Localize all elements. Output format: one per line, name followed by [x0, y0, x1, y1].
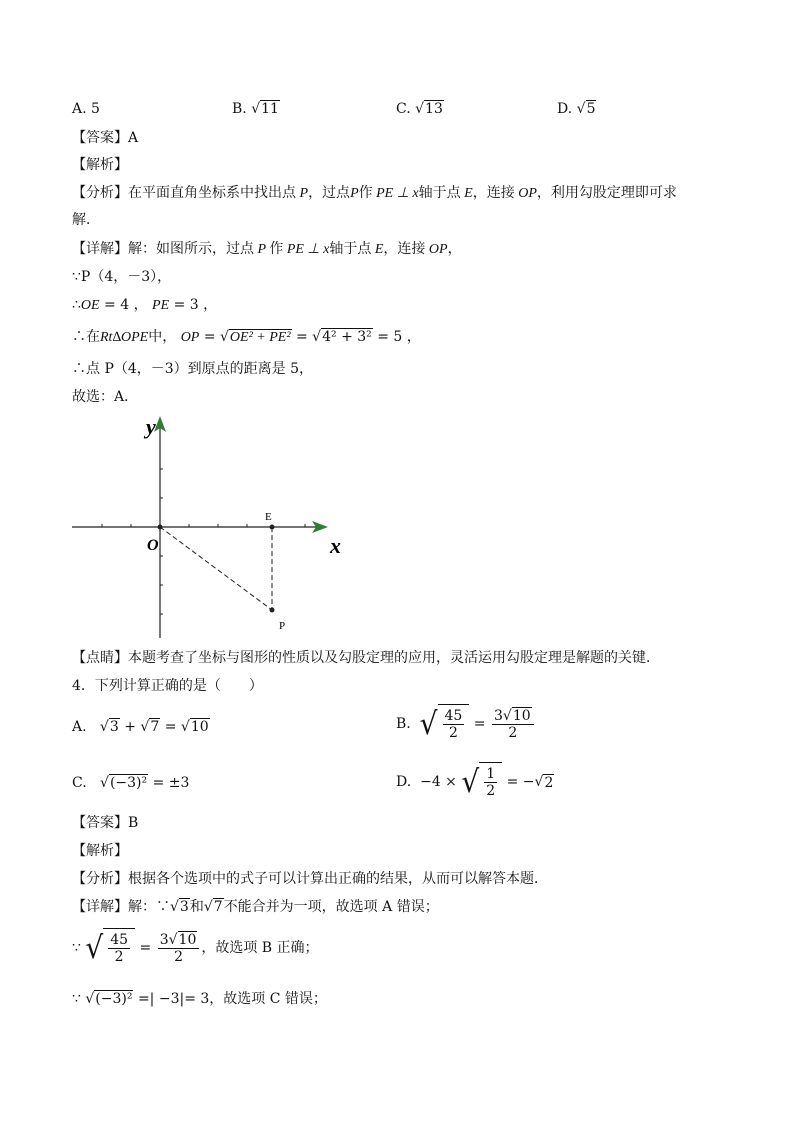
- q3-jiexi: 【解析】: [72, 157, 128, 173]
- q4-answer: 【答案】B: [72, 815, 139, 831]
- x-axis-label: x: [330, 533, 341, 558]
- q3-line-dist: ∴点 P（4，－3）到原点的距离是 5，: [72, 361, 314, 377]
- q3-xiangjie: 【详解】解：如图所示，过点 P 作 PE ⊥ x轴于点 E，连接 OP，: [72, 241, 462, 257]
- q4-option-a: A. √3 + √7 = √10: [72, 719, 209, 735]
- q4-option-b: B. √ $\frac{45}{2}$ = $\frac{3√10}{2}$: [396, 704, 536, 744]
- q4-fenxi: 【分析】根据各个选项中的式子可以计算出正确的结果，从而可以解答本题．: [72, 871, 548, 887]
- y-axis-label: y: [146, 414, 156, 439]
- q3-option-a: A. 5: [72, 101, 100, 117]
- q3-answer: 【答案】A: [72, 130, 139, 146]
- q4-jiexi: 【解析】: [72, 843, 128, 859]
- point-e: [270, 525, 275, 530]
- point-e-label: E: [265, 511, 272, 523]
- segment-op: [160, 527, 272, 610]
- q3-fenxi-cont: 解．: [72, 212, 100, 228]
- q3-line-oe-pe: ∴OE = 4 ， PE = 3 ，: [72, 297, 218, 313]
- q3-line-rt: ∴在Rt∆OPE中， OP = √OE² + PE² = √4² + 3² = 5 ，: [72, 329, 421, 345]
- q3-option-c: C. √13: [396, 101, 443, 117]
- point-p: [270, 608, 275, 613]
- q4-line-b: ∵ √ $\frac{45}{2}$ = $\frac{3√10}{2}$ ，故选项 B 正确；: [72, 928, 319, 968]
- q4-option-c: C. √(−3)² = ±3: [72, 775, 190, 791]
- origin-label: O: [147, 537, 159, 554]
- q3-option-b: B. √11: [232, 101, 279, 117]
- q4-line-c: ∵ √(−3)² =| −3|= 3，故选项 C 错误；: [72, 991, 327, 1007]
- q4-stem: 4．下列计算正确的是（ ）: [72, 678, 263, 694]
- point-p-label: P: [279, 620, 286, 632]
- q4-option-d: D. −4 × √ $\frac{1}{2}$ = −√2: [396, 762, 554, 802]
- coordinate-figure: [60, 410, 360, 640]
- q3-line-p: ∵P（4，－3），: [72, 269, 172, 285]
- point-o: [158, 525, 163, 530]
- q3-dianjing: 【点睛】本题考查了坐标与图形的性质以及勾股定理的应用，灵活运用勾股定理是解题的关键．: [72, 650, 660, 666]
- q4-xiangjie: 【详解】解：∵√3和√7不能合并为一项，故选项 A 错误；: [72, 899, 439, 915]
- q3-line-choose: 故选：A．: [72, 389, 139, 405]
- q3-fenxi: 【分析】在平面直角坐标系中找出点 P，过点P作 PE ⊥ x轴于点 E，连接 OP，利用勾股定理即可求: [72, 185, 677, 201]
- q3-option-d: D. √5: [557, 101, 596, 117]
